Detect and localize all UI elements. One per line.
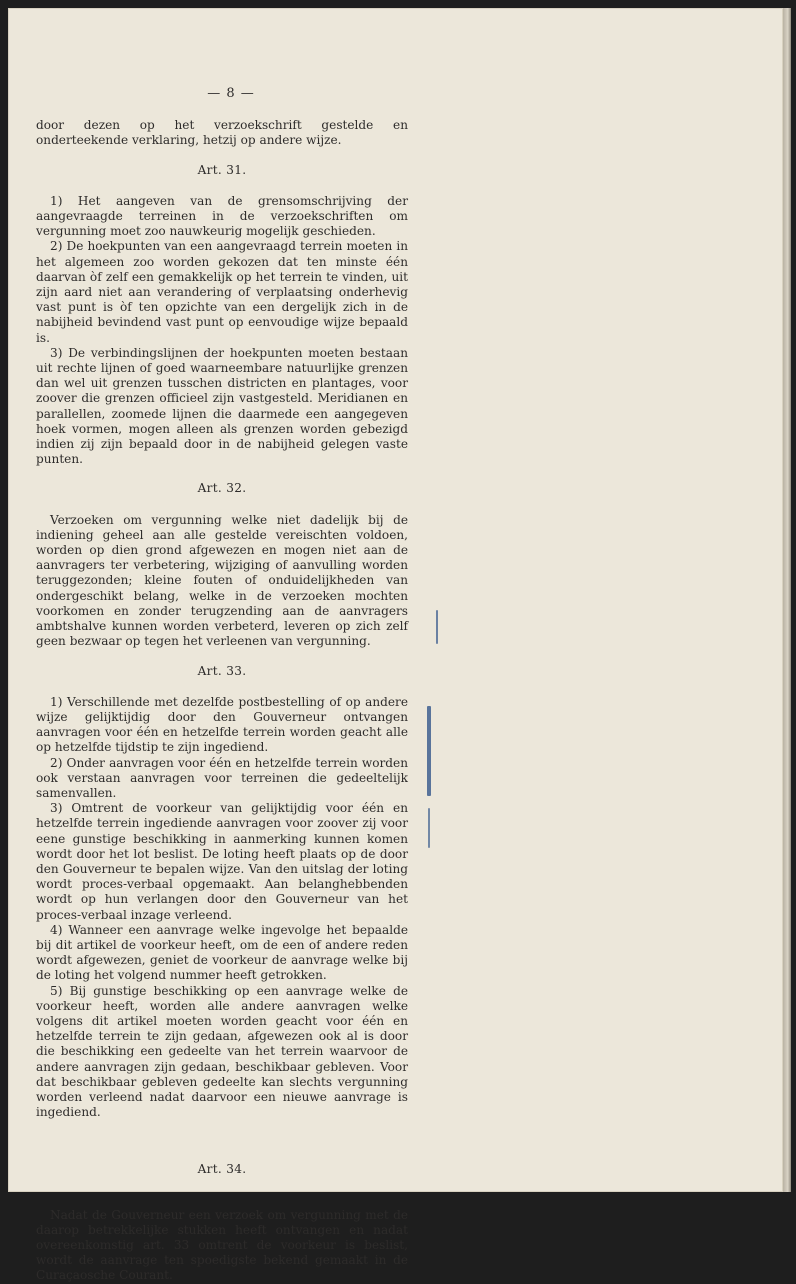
article-heading: Art. 33. — [197, 663, 247, 678]
article-paragraph: 1) Verschillende met dezelfde postbestelling of op andere wijze gelijktijdig door den Gouverneur ontvangen aanvragen voor één en hetzelfde terrein worden geacht alle op hetzelfde tijdstip te zijn ingediend. — [36, 694, 408, 755]
article-paragraph: 2) De hoekpunten van een aangevraagd terrein moeten in het algemeen zoo worden gekozen dat ten minste één daarvan òf zelf een gemakkelijk op het terrein te vinden, uit zijn aard niet aan verandering of verplaatsing onderhevig vast punt is òf ten opzichte van een dergelijk zich in de nabijheid bevindend vast punt op eenvoudige wijze bepaald is. — [36, 239, 408, 345]
article-33 — [36, 664, 408, 1121]
page-number: — 8 — — [207, 86, 255, 101]
margin-mark — [436, 610, 438, 644]
article-paragraph: 3) Omtrent de voorkeur van gelijktijdig voor één en hetzelfde terrein ingediende aanvragen voor zoover zij voor eene gunstige beschikking in aanmerking kunnen komen wordt door het lot beslist. De loting heeft plaats op de door den Gouverneur te bepalen wijze. Van den uitslag der loting wordt proces-verbaal opgemaakt. Aan belanghebbenden wordt op hun verlangen door den Gouverneur van het proces-verbaal inzage verleend. — [36, 801, 408, 922]
article-paragraph: 5) Bij gunstige beschikking op een aanvrage welke de voorkeur heeft, worden alle andere aanvragen welke volgens dit artikel moeten worden geacht voor één en hetzelfde terrein te zijn gedaan, afgewezen ook al is door die beschikking een gedeelte van het terrein waarvoor de andere aanvragen zijn gedaan, beschikbaar gebleven. Voor dat beschikbaar gebleven gedeelte kan slechts vergunning worden verleend nadat daarvoor een nieuwe aanvrage is ingediend. — [36, 983, 408, 1120]
article-paragraph: Nadat de Gouverneur een verzoek om vergunning met de daarop betrekkelijke stukken heeft ontvangen en nadat overeenkomstig art. 33 omtrent de voorkeur is beslist, wordt de aanvrage ten spoedigste bekend gemaakt in de Curaçaosche Courant. — [36, 1207, 408, 1283]
page-edge — [783, 8, 791, 1192]
article-heading: Art. 32. — [197, 481, 247, 496]
article-heading: Art. 34. — [197, 1162, 247, 1177]
margin-mark — [428, 808, 430, 848]
article-paragraph: 2) Onder aanvragen voor één en hetzelfde terrein worden ook verstaan aanvragen voor terreinen die gedeeltelijk samenvallen. — [36, 755, 408, 800]
intro-paragraph: door dezen op het verzoekschrift gestelde en onderteekende verklaring, hetzij op andere wijze. — [36, 118, 408, 148]
article-paragraph: 3) De verbindingslijnen der hoekpunten moeten bestaan uit rechte lijnen of goed waarneembare natuurlijke grenzen dan wel uit grenzen tusschen districten en plantages, voor zoover die grenzen officieel zijn vastgesteld. Meridianen en parallellen, zoomede lijnen die daarmede een aangegeven hoek vormen, mogen alleen als grenzen worden gebezigd indien zij zijn bepaald door in de nabijheid gelegen vaste punten. — [36, 345, 408, 467]
article-32 — [36, 481, 408, 649]
article-paragraph: 4) Wanneer een aanvrage welke ingevolge het bepaalde bij dit artikel de voorkeur heeft, om de een of andere reden wordt afgewezen, geniet de voorkeur de aanvrage welke bij de loting het volgend nummer heeft getrokken. — [36, 922, 408, 983]
text-column — [36, 86, 408, 1284]
article-paragraph: 1) Het aangeven van de grensomschrijving der aangevraagde terreinen in de verzoekschriften om vergunning moet zoo nauwkeurig mogelijk geschieden. — [36, 193, 408, 239]
margin-mark — [427, 706, 431, 796]
article-34 — [36, 1162, 408, 1283]
article-heading: Art. 31. — [197, 162, 247, 177]
article-paragraph: Verzoeken om vergunning welke niet dadelijk bij de indiening geheel aan alle gestelde vereischten voldoen, worden op dien grond afgewezen en mogen niet aan de aanvragers ter verbetering, wijziging of aanvulling worden teruggezonden; kleine fouten of onduidelijkheden van ondergeschikt belang, welke in de verzoeken mochten voorkomen en zonder terugzending aan de aanvragers ambtshalve kunnen worden verbeterd, leveren op zich zelf geen bezwaar op tegen het verleenen van vergunning. — [36, 512, 408, 649]
article-31 — [36, 163, 408, 468]
